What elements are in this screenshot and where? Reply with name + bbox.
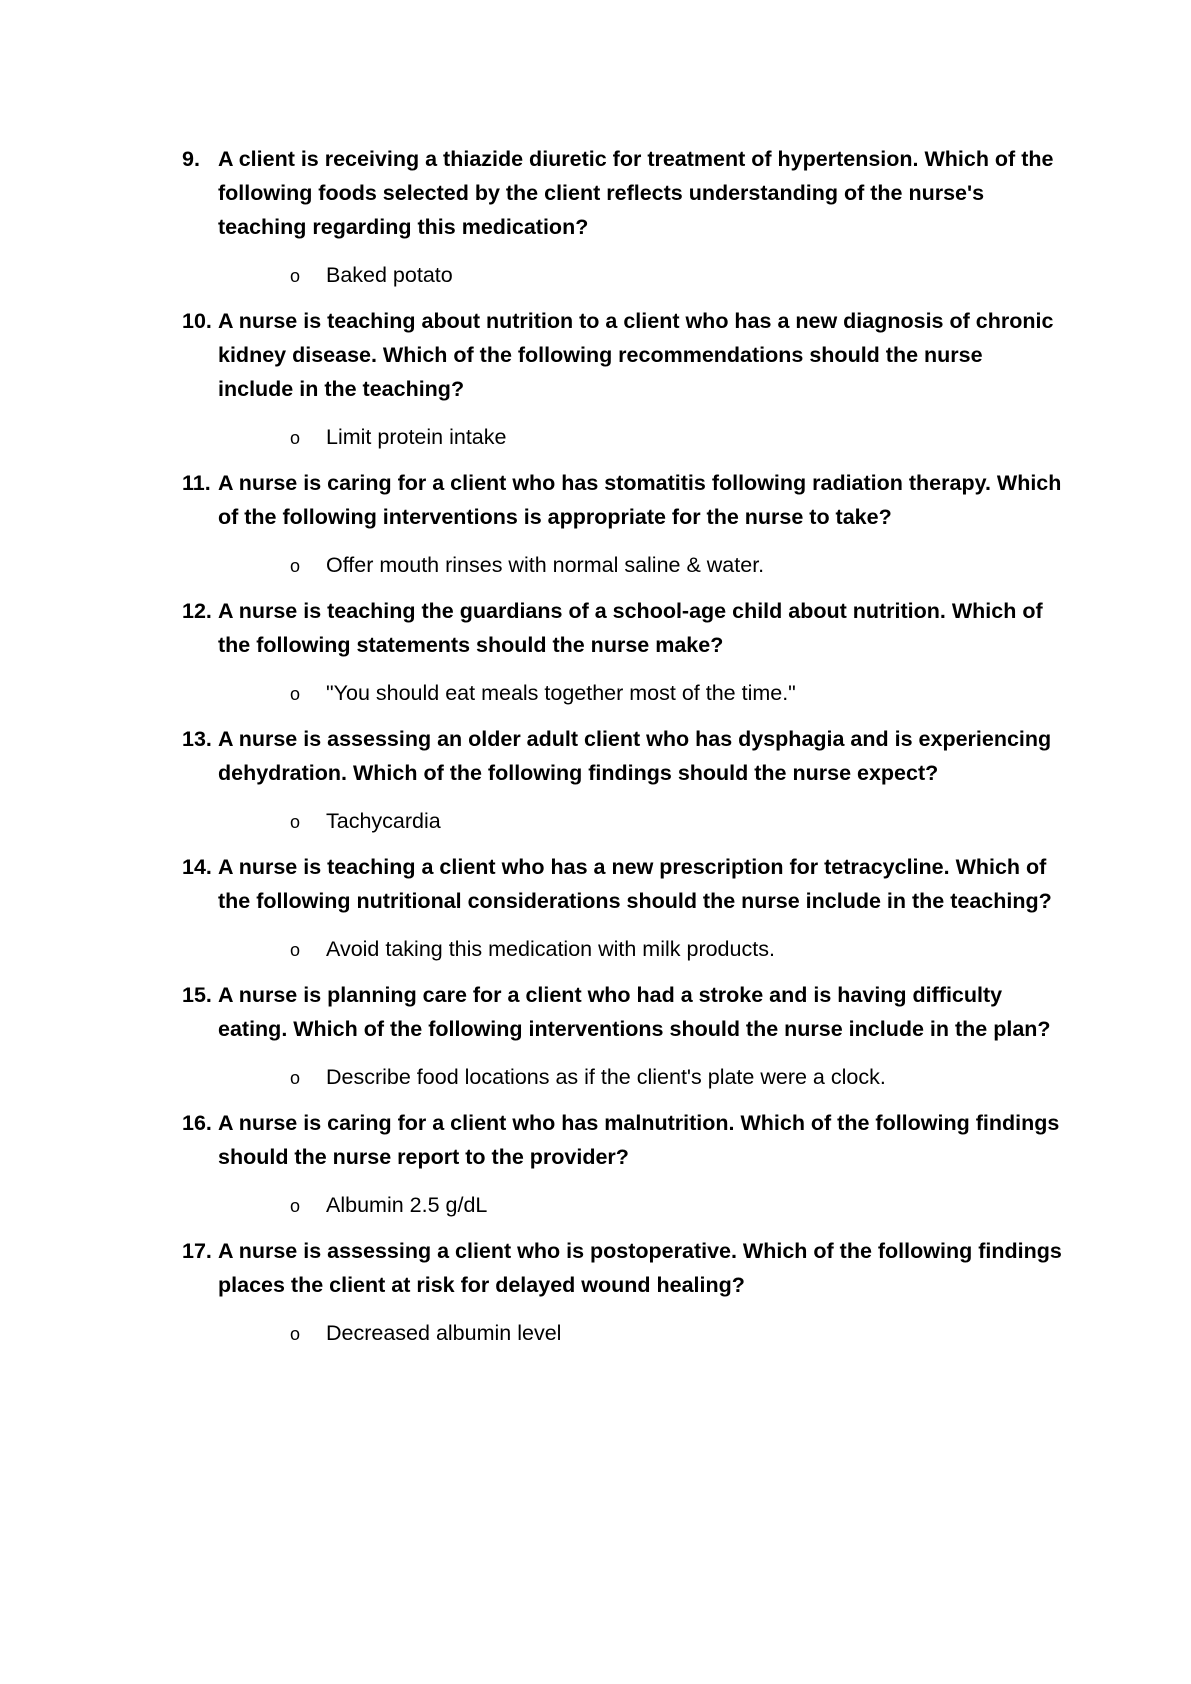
question-number: 16. — [182, 1111, 212, 1135]
question-number: 15. — [182, 983, 212, 1007]
question-number: 10. — [182, 309, 212, 333]
answer-option — [290, 550, 1071, 581]
question-list — [182, 142, 1071, 1349]
hollow-bullet-icon: o — [290, 940, 301, 960]
question-item — [182, 466, 1071, 581]
question-text: A nurse is planning care for a client who had a stroke and is having difficulty eating. Which of the following interventions should the nurse include in the plan? — [218, 983, 1051, 1041]
question-text: A client is receiving a thiazide diuretic for treatment of hypertension. Which of the following foods selected by the client reflects understanding of the nurse's teaching regarding this medication? — [218, 147, 1054, 239]
hollow-bullet-icon: o — [290, 428, 301, 448]
question-text: A nurse is assessing an older adult client who has dysphagia and is experiencing dehydration. Which of the following findings should the nurse expect? — [218, 727, 1052, 785]
answer-option — [290, 678, 1071, 709]
hollow-bullet-icon: o — [290, 1324, 301, 1344]
question-number: 12. — [182, 599, 212, 623]
question-number: 13. — [182, 727, 212, 751]
question-number: 14. — [182, 855, 212, 879]
answer-text: Avoid taking this medication with milk products. — [326, 937, 775, 961]
answer-option — [290, 1190, 1071, 1221]
question-number: 17. — [182, 1239, 212, 1263]
question-text: A nurse is teaching a client who has a new prescription for tetracycline. Which of the following nutritional considerations should the nurse include in the teaching? — [218, 855, 1052, 913]
answer-option — [290, 934, 1071, 965]
question-item — [182, 722, 1071, 837]
question-text: A nurse is caring for a client who has stomatitis following radiation therapy. Which of the following interventions is appropriate for the nurse to take? — [218, 471, 1062, 529]
question-text: A nurse is assessing a client who is postoperative. Which of the following findings places the client at risk for delayed wound healing? — [218, 1239, 1062, 1297]
hollow-bullet-icon: o — [290, 684, 301, 704]
question-number: 9. — [182, 147, 200, 171]
question-text: A nurse is teaching the guardians of a school-age child about nutrition. Which of the following statements should the nurse make? — [218, 599, 1043, 657]
answer-option — [290, 260, 1071, 291]
hollow-bullet-icon: o — [290, 266, 301, 286]
question-item — [182, 1106, 1071, 1221]
answer-text: Baked potato — [326, 263, 453, 287]
hollow-bullet-icon: o — [290, 1196, 301, 1216]
question-item — [182, 142, 1071, 291]
answer-option — [290, 422, 1071, 453]
hollow-bullet-icon: o — [290, 812, 301, 832]
question-item — [182, 304, 1071, 453]
question-number: 11. — [182, 471, 211, 495]
answer-text: Limit protein intake — [326, 425, 507, 449]
answer-text: Describe food locations as if the client's plate were a clock. — [326, 1065, 886, 1089]
answer-option — [290, 1318, 1071, 1349]
answer-text: Offer mouth rinses with normal saline & water. — [326, 553, 765, 577]
question-item — [182, 978, 1071, 1093]
hollow-bullet-icon: o — [290, 1068, 301, 1088]
answer-option — [290, 1062, 1071, 1093]
answer-text: Tachycardia — [326, 809, 441, 833]
question-item — [182, 1234, 1071, 1349]
question-text: A nurse is teaching about nutrition to a client who has a new diagnosis of chronic kidney disease. Which of the following recommendations should the nurse include in the teaching? — [218, 309, 1054, 401]
answer-option — [290, 806, 1071, 837]
question-item — [182, 850, 1071, 965]
question-item — [182, 594, 1071, 709]
answer-text: Decreased albumin level — [326, 1321, 562, 1345]
answer-text: "You should eat meals together most of the time." — [326, 681, 796, 705]
hollow-bullet-icon: o — [290, 556, 301, 576]
answer-text: Albumin 2.5 g/dL — [326, 1193, 488, 1217]
question-text: A nurse is caring for a client who has malnutrition. Which of the following findings should the nurse report to the provider? — [218, 1111, 1060, 1169]
